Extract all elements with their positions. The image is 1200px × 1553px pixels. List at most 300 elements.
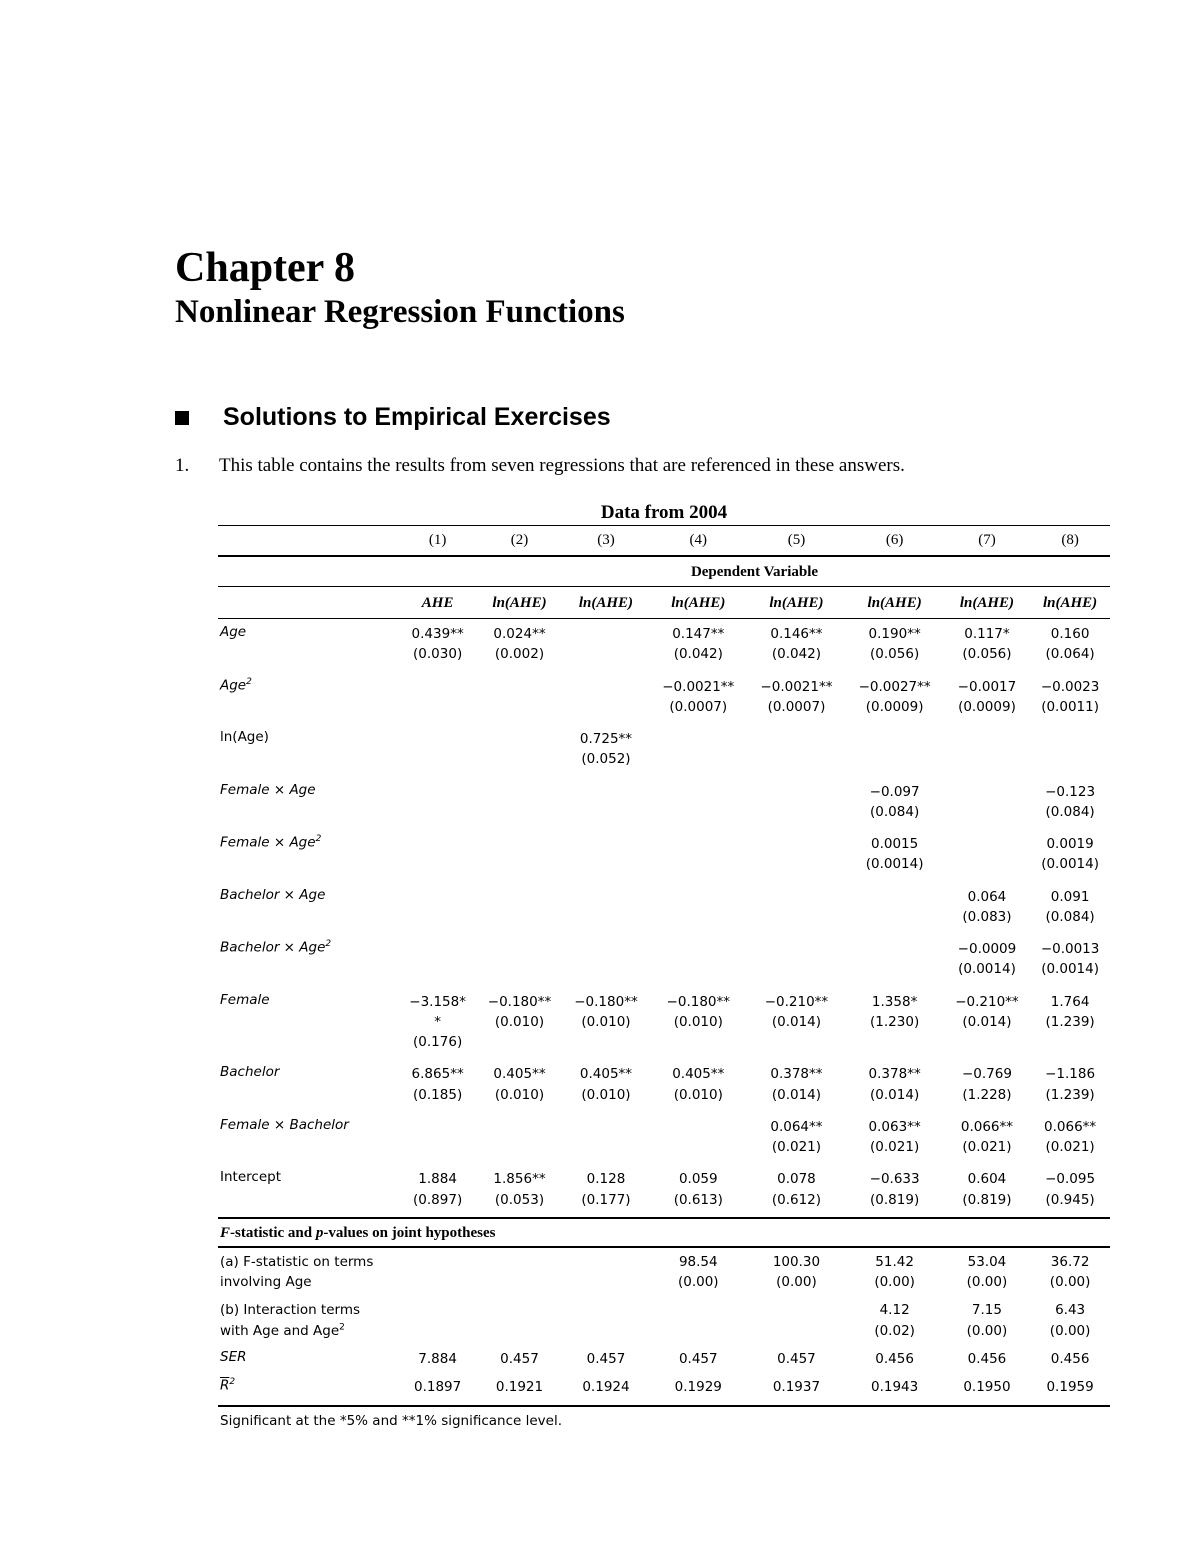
standard-error: (0.052) xyxy=(581,751,631,768)
coefficient: 0.146** xyxy=(770,626,823,642)
regression-table-container xyxy=(218,500,1110,1429)
coefficient: 0.405** xyxy=(672,1066,725,1083)
coefficient: 0.0019 xyxy=(1046,836,1094,852)
coefficient: −0.0021** xyxy=(662,678,735,695)
joint-label-line2: with Age and Age$^2$ xyxy=(220,1322,345,1339)
table-cell xyxy=(476,1059,562,1112)
table-cell xyxy=(944,619,1030,672)
row-label: Bachelor xyxy=(220,1064,280,1081)
standard-error: (0.177) xyxy=(581,1191,631,1208)
standard-error: (0.897) xyxy=(413,1191,463,1208)
coefficient: −0.0017 xyxy=(957,678,1017,695)
table-cell xyxy=(476,1112,562,1165)
square-bullet-icon xyxy=(175,411,189,425)
table-cell xyxy=(846,777,944,830)
row-label: Female × Bachelor xyxy=(220,1116,349,1133)
coefficient: 0.439** xyxy=(411,626,464,642)
coefficient: 0.066** xyxy=(960,1118,1014,1135)
table-cell xyxy=(649,1247,747,1297)
table-cell xyxy=(846,672,944,725)
joint-hypotheses-title: F-statistic and p-values on joint hypotheses xyxy=(218,1218,1110,1247)
table-cell xyxy=(563,987,649,1060)
table-cell xyxy=(846,1112,944,1165)
column-number: (3) xyxy=(563,526,649,557)
coefficient: 0.024** xyxy=(493,626,546,642)
joint-hypotheses-title-row xyxy=(218,1218,1110,1247)
coefficient: 1.884 xyxy=(418,1171,457,1188)
table-row xyxy=(218,672,1110,725)
standard-error: (0.0014) xyxy=(865,856,924,873)
table-cell xyxy=(563,934,649,987)
table-row xyxy=(218,777,1110,830)
ser-value: 0.457 xyxy=(777,1350,816,1367)
table-row xyxy=(218,1059,1110,1112)
adjusted-r2-row xyxy=(218,1373,1110,1406)
table-cell xyxy=(1030,934,1110,987)
table-cell xyxy=(399,724,476,777)
table-cell xyxy=(747,1112,845,1165)
standard-error: (0.021) xyxy=(1045,1139,1095,1155)
table-cell xyxy=(649,672,747,725)
adjusted-r2-value: 0.1937 xyxy=(747,1373,845,1406)
table-cell xyxy=(747,1296,845,1345)
table-cell xyxy=(399,987,476,1060)
table-cell xyxy=(944,1247,1030,1297)
table-row xyxy=(218,1112,1110,1165)
dependent-variable-name: ln(AHE) xyxy=(944,587,1030,619)
coefficient: 1.764 xyxy=(1050,993,1090,1010)
column-number-row xyxy=(218,526,1110,557)
joint-label-line1: (b) Interaction terms xyxy=(220,1302,361,1319)
table-cell xyxy=(476,829,562,882)
table-cell xyxy=(399,882,476,935)
table-caption: Data from 2004 xyxy=(218,500,1110,526)
standard-error: (0.010) xyxy=(581,1013,631,1030)
standard-error: (0.819) xyxy=(962,1191,1012,1208)
joint-hypothesis-row xyxy=(218,1296,1110,1345)
coefficient: 0.405** xyxy=(579,1066,633,1083)
standard-error: (0.0007) xyxy=(669,698,728,715)
table-cell xyxy=(399,777,476,830)
table-cell xyxy=(563,1112,649,1165)
table-cell xyxy=(399,829,476,882)
standard-error: (0.056) xyxy=(962,646,1012,663)
standard-error: (0.014) xyxy=(771,1086,822,1103)
row-label: Age xyxy=(220,624,247,640)
table-cell xyxy=(747,934,845,987)
column-number: (4) xyxy=(649,526,747,557)
adjusted-r2-value: 0.1924 xyxy=(563,1373,649,1406)
table-cell xyxy=(563,829,649,882)
coefficient: 1.856** xyxy=(493,1171,546,1188)
table-cell xyxy=(399,1164,476,1218)
table-cell xyxy=(747,619,845,672)
standard-error: (0.030) xyxy=(413,646,463,663)
coefficient: −0.180** xyxy=(574,993,638,1010)
table-cell xyxy=(1030,724,1110,777)
table-cell xyxy=(747,672,845,725)
table-cell xyxy=(563,672,649,725)
standard-error: (0.064) xyxy=(1045,646,1095,663)
table-cell xyxy=(563,882,649,935)
adjusted-r2-value: 0.1897 xyxy=(399,1373,476,1406)
table-cell xyxy=(649,724,747,777)
coefficient: 0.378** xyxy=(770,1066,823,1083)
table-cell xyxy=(649,829,747,882)
standard-error: (1.228) xyxy=(962,1086,1012,1103)
standard-error: (0.002) xyxy=(494,646,545,663)
table-cell xyxy=(846,1164,944,1218)
table-cell xyxy=(563,777,649,830)
table-cell xyxy=(944,777,1030,830)
ser-value: 0.456 xyxy=(967,1350,1007,1367)
table-cell xyxy=(399,934,476,987)
standard-error: (0.0014) xyxy=(1041,856,1099,873)
table-cell xyxy=(846,934,944,987)
table-cell xyxy=(944,1296,1030,1345)
coefficient: 0.064 xyxy=(967,888,1007,905)
f-statistic: 53.04 xyxy=(967,1253,1007,1270)
coefficient: 0.117* xyxy=(964,626,1010,642)
coefficient: 1.358* xyxy=(871,993,918,1010)
table-cell xyxy=(747,987,845,1060)
adjusted-r2-value: 0.1921 xyxy=(476,1373,562,1406)
f-statistic: 51.42 xyxy=(875,1253,914,1270)
coefficient: 6.865** xyxy=(411,1066,464,1083)
table-cell xyxy=(476,1164,562,1218)
section-heading-text: Solutions to Empirical Exercises xyxy=(223,403,611,431)
standard-error: (0.010) xyxy=(581,1086,631,1103)
column-number: (7) xyxy=(944,526,1030,557)
table-cell xyxy=(563,1059,649,1112)
table-cell xyxy=(944,934,1030,987)
dependent-variable-name: ln(AHE) xyxy=(563,587,649,619)
table-cell xyxy=(944,882,1030,935)
table-cell xyxy=(846,1247,944,1297)
table-cell xyxy=(649,1112,747,1165)
table-cell xyxy=(476,1296,562,1345)
table-row xyxy=(218,882,1110,935)
table-cell xyxy=(1030,777,1110,830)
column-number-blank xyxy=(218,526,399,557)
row-label: Bachelor × Age$^2$ xyxy=(220,939,332,956)
joint-hypothesis-row xyxy=(218,1247,1110,1297)
joint-label-line2: involving Age xyxy=(220,1274,312,1290)
row-label: Female × Age xyxy=(220,781,316,798)
standard-error: (0.945) xyxy=(1045,1191,1095,1208)
ser-row xyxy=(218,1345,1110,1373)
table-cell xyxy=(1030,672,1110,725)
table-cell xyxy=(944,1059,1030,1112)
dependent-variable-row xyxy=(218,556,1110,587)
dependent-variable-blank xyxy=(218,556,399,587)
row-label: Female xyxy=(220,991,270,1008)
standard-error: (0.021) xyxy=(870,1139,920,1155)
section-heading xyxy=(175,403,611,432)
standard-error: (0.010) xyxy=(494,1086,545,1103)
dependent-variable-name: ln(AHE) xyxy=(1030,587,1110,619)
table-cell xyxy=(944,987,1030,1060)
coefficient: −0.210** xyxy=(764,993,829,1010)
table-cell xyxy=(476,777,562,830)
table-cell xyxy=(1030,1164,1110,1218)
standard-error: (0.084) xyxy=(1045,908,1095,925)
table-cell xyxy=(399,1112,476,1165)
table-cell xyxy=(747,829,845,882)
table-cell xyxy=(476,724,562,777)
standard-error: (0.053) xyxy=(494,1191,545,1208)
table-cell xyxy=(399,1296,476,1345)
coefficient: −0.633 xyxy=(869,1171,920,1188)
table-cell xyxy=(747,1059,845,1112)
coefficient: −0.769 xyxy=(961,1066,1012,1083)
table-cell xyxy=(944,672,1030,725)
table-cell xyxy=(1030,1059,1110,1112)
p-value: (0.00) xyxy=(1049,1322,1091,1339)
standard-error: (0.010) xyxy=(673,1013,723,1030)
coefficient: 0.378** xyxy=(868,1066,921,1083)
standard-error: (0.0011) xyxy=(1041,698,1099,715)
dependent-variable-label: Dependent Variable xyxy=(399,556,1110,587)
standard-error: (0.0009) xyxy=(865,698,924,715)
coefficient: 0.147** xyxy=(672,626,725,642)
table-cell xyxy=(563,1296,649,1345)
f-statistic: 4.12 xyxy=(879,1302,910,1319)
table-cell xyxy=(649,987,747,1060)
f-statistic: 36.72 xyxy=(1050,1253,1090,1270)
p-value: (0.00) xyxy=(776,1274,817,1290)
column-number: (2) xyxy=(476,526,562,557)
chapter-title: Chapter 8 xyxy=(175,245,356,291)
table-cell xyxy=(476,619,562,672)
coefficient: 0.066** xyxy=(1044,1118,1097,1135)
row-label: Intercept xyxy=(220,1169,281,1186)
adjusted-r2-label: $\overline{R}^2$ xyxy=(218,1373,399,1406)
coefficient: −0.0013 xyxy=(1040,941,1100,957)
table-cell xyxy=(944,1112,1030,1165)
coefficient: 0.078 xyxy=(777,1171,816,1188)
regression-table xyxy=(218,500,1110,1407)
ser-value: 0.456 xyxy=(1050,1350,1090,1367)
table-cell xyxy=(563,1247,649,1297)
chapter-subtitle: Nonlinear Regression Functions xyxy=(175,294,625,330)
table-cell xyxy=(1030,619,1110,672)
table-cell xyxy=(747,777,845,830)
table-cell xyxy=(1030,1296,1110,1345)
f-statistic: 98.54 xyxy=(678,1253,718,1270)
table-cell xyxy=(846,1296,944,1345)
table-cell xyxy=(399,1247,476,1297)
standard-error: (1.239) xyxy=(1045,1013,1095,1030)
table-cell xyxy=(476,1247,562,1297)
column-number: (1) xyxy=(399,526,476,557)
standard-error: (0.613) xyxy=(673,1191,723,1208)
standard-error: (0.021) xyxy=(962,1139,1012,1155)
standard-error: (0.010) xyxy=(494,1013,545,1030)
coefficient: −0.0023 xyxy=(1040,678,1100,695)
row-label: Age$^2$ xyxy=(220,676,252,693)
table-cell xyxy=(1030,1112,1110,1165)
standard-error: (1.239) xyxy=(1045,1086,1095,1103)
coefficient: −0.180** xyxy=(487,993,552,1010)
table-cell xyxy=(747,882,845,935)
table-cell xyxy=(846,987,944,1060)
standard-error: (0.0007) xyxy=(767,698,826,715)
table-cell xyxy=(1030,987,1110,1060)
adjusted-r2-value: 0.1950 xyxy=(944,1373,1030,1406)
column-number: (5) xyxy=(747,526,845,557)
ser-value: 0.457 xyxy=(586,1350,626,1367)
table-cell xyxy=(944,829,1030,882)
coefficient: −0.0009 xyxy=(957,941,1017,957)
exercise-number: 1. xyxy=(175,455,190,476)
column-number: (6) xyxy=(846,526,944,557)
joint-label-line1: (a) F-statistic on terms xyxy=(220,1253,374,1270)
table-cell xyxy=(476,672,562,725)
table-cell xyxy=(399,619,476,672)
standard-error: (0.056) xyxy=(870,646,920,663)
f-statistic: 7.15 xyxy=(971,1302,1002,1319)
table-cell xyxy=(476,934,562,987)
dependent-variable-name: ln(AHE) xyxy=(846,587,944,619)
coefficient: −1.186 xyxy=(1045,1066,1096,1083)
table-cell xyxy=(1030,1247,1110,1297)
table-row xyxy=(218,987,1110,1060)
table-cell xyxy=(944,724,1030,777)
standard-error: (0.014) xyxy=(962,1013,1012,1030)
table-cell xyxy=(649,934,747,987)
table-cell xyxy=(1030,882,1110,935)
table-cell xyxy=(846,882,944,935)
coefficient: −0.123 xyxy=(1045,783,1096,800)
joint-hypothesis-label xyxy=(218,1296,399,1345)
coefficient: −0.0027** xyxy=(858,678,931,695)
standard-error: (0.176) xyxy=(413,1034,463,1050)
f-statistic: 6.43 xyxy=(1055,1302,1086,1319)
column-number: (8) xyxy=(1030,526,1110,557)
standard-error: (0.0014) xyxy=(958,961,1016,978)
standard-error: (0.021) xyxy=(771,1139,822,1155)
adjusted-r2-value: 0.1929 xyxy=(649,1373,747,1406)
coefficient: 0.160 xyxy=(1050,626,1090,642)
dependent-variable-name: ln(AHE) xyxy=(476,587,562,619)
exercise-intro xyxy=(175,455,905,477)
table-cell xyxy=(649,1164,747,1218)
table-cell xyxy=(476,987,562,1060)
coefficient: 0.725** xyxy=(579,731,633,747)
standard-error: (0.042) xyxy=(771,646,822,663)
row-label: ln(Age) xyxy=(220,729,269,745)
dependent-variable-names-row xyxy=(218,587,1110,619)
table-row xyxy=(218,1164,1110,1218)
coefficient: 0.059 xyxy=(678,1171,718,1188)
table-footnote: Significant at the *5% and **1% significance level. xyxy=(220,1413,563,1430)
standard-error: (0.0014) xyxy=(1041,961,1099,978)
table-cell xyxy=(747,1247,845,1297)
dependent-variable-name: ln(AHE) xyxy=(649,587,747,619)
ser-label: SER xyxy=(220,1348,247,1365)
standard-error: (0.819) xyxy=(870,1191,920,1208)
ser-value: 0.457 xyxy=(678,1350,718,1367)
coefficient: 0.0015 xyxy=(871,836,919,852)
table-cell xyxy=(649,1296,747,1345)
standard-error: (1.230) xyxy=(870,1013,920,1030)
table-cell xyxy=(846,1059,944,1112)
exercise-text: This table contains the results from seven regressions that are referenced in these answers. xyxy=(219,455,905,476)
table-cell xyxy=(944,1164,1030,1218)
p-value: (0.02) xyxy=(874,1322,915,1339)
table-cell xyxy=(399,672,476,725)
table-cell xyxy=(649,619,747,672)
table-cell xyxy=(649,882,747,935)
table-cell xyxy=(846,724,944,777)
coefficient: 0.604 xyxy=(967,1171,1007,1188)
standard-error: (0.014) xyxy=(870,1086,920,1103)
table-row xyxy=(218,829,1110,882)
p-value: (0.00) xyxy=(966,1322,1008,1339)
table-cell xyxy=(476,882,562,935)
table-body xyxy=(218,619,1110,1407)
table-cell xyxy=(846,829,944,882)
row-label: Female × Age$^2$ xyxy=(220,834,322,851)
dependent-variable-name: ln(AHE) xyxy=(747,587,845,619)
p-value: (0.00) xyxy=(677,1274,719,1290)
standard-error: (0.084) xyxy=(1045,803,1095,820)
table-cell xyxy=(649,1059,747,1112)
p-value: (0.00) xyxy=(874,1274,915,1290)
ser-value: 0.457 xyxy=(500,1350,539,1367)
coefficient: 0.128 xyxy=(586,1171,626,1188)
coefficient: −0.097 xyxy=(869,783,920,800)
table-row xyxy=(218,724,1110,777)
table-cell xyxy=(846,619,944,672)
standard-error: (0.083) xyxy=(962,908,1012,925)
f-statistic: 100.30 xyxy=(772,1253,821,1270)
table-row xyxy=(218,934,1110,987)
table-cell xyxy=(747,1164,845,1218)
ser-value: 7.884 xyxy=(418,1350,457,1367)
table-cell xyxy=(563,619,649,672)
coefficient: 0.091 xyxy=(1050,888,1090,905)
coefficient: 0.064** xyxy=(770,1118,823,1135)
coefficient: −0.0021** xyxy=(760,678,833,695)
coefficient: −3.158* * xyxy=(409,993,466,1030)
coefficient: −0.180** xyxy=(666,993,731,1010)
p-value: (0.00) xyxy=(966,1274,1008,1290)
coefficient: −0.210** xyxy=(955,993,1019,1010)
table-cell xyxy=(399,1059,476,1112)
standard-error: (0.612) xyxy=(771,1191,822,1208)
standard-error: (0.010) xyxy=(673,1086,723,1103)
standard-error: (0.084) xyxy=(870,803,920,820)
coefficient: 0.063** xyxy=(868,1118,921,1135)
coefficient: 0.405** xyxy=(493,1066,546,1083)
dependent-variable-names-blank xyxy=(218,587,399,619)
adjusted-r2-value: 0.1959 xyxy=(1030,1373,1110,1406)
p-value: (0.00) xyxy=(1049,1274,1091,1290)
row-label: Bachelor × Age xyxy=(220,886,326,903)
dependent-variable-name: AHE xyxy=(399,587,476,619)
adjusted-r2-value: 0.1943 xyxy=(846,1373,944,1406)
table-cell xyxy=(563,1164,649,1218)
table-row xyxy=(218,619,1110,672)
standard-error: (0.042) xyxy=(673,646,723,663)
coefficient: −0.095 xyxy=(1045,1171,1096,1188)
standard-error: (0.014) xyxy=(771,1013,822,1030)
table-cell xyxy=(649,777,747,830)
joint-hypothesis-label xyxy=(218,1247,399,1297)
coefficient: 0.190** xyxy=(868,626,921,642)
